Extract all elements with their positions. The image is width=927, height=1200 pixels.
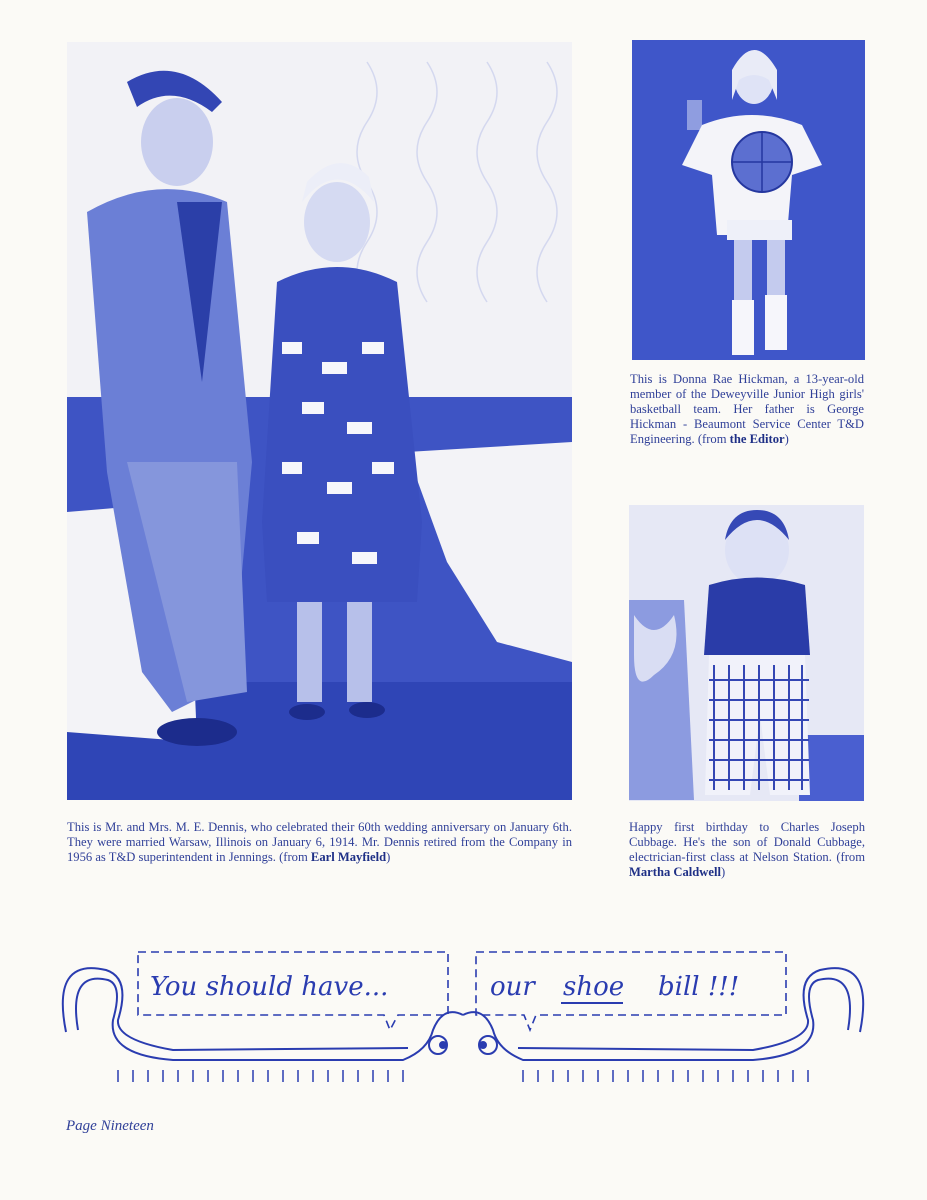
caption-charles-close: ) — [721, 865, 726, 879]
caption-dennis-close: ) — [386, 850, 391, 864]
right-bubble-word-1: our — [490, 972, 535, 1002]
photo-dennis-image — [67, 42, 572, 800]
caption-donna-close: ) — [784, 432, 789, 446]
caption-donna — [630, 372, 864, 447]
caption-charles — [629, 820, 865, 880]
photo-donna-image — [632, 40, 865, 360]
caption-dennis-text: This is Mr. and Mrs. M. E. Dennis, who celebrated their 60th wedding anniversary on January 6th. They were married Warsaw, Illinois on January 6, 1914. Mr. Dennis retired from the Company in 1956 as T&D superintendent in Jennings. (from — [67, 820, 572, 864]
caption-charles-text: Happy first birthday to Charles Joseph Cubbage. He's the son of Donald Cubbage, electrician-first class at Nelson Station. (from — [629, 820, 865, 864]
right-speech-bubble — [476, 952, 786, 1030]
left-speech-bubble — [138, 952, 448, 1030]
caption-dennis-credit: Earl Mayfield — [310, 850, 387, 864]
photo-charles-image — [629, 505, 864, 801]
caption-donna-credit: the Editor — [729, 432, 785, 446]
caption-charles-credit: Martha Caldwell — [629, 865, 721, 879]
caterpillar-cartoon — [58, 940, 868, 1090]
caption-donna-text: This is Donna Rae Hickman, a 13-year-old member of the Deweyville Junior High girls' basketball team. Her father is George Hickman - Beaumont Service Center T&D Engineering. (from — [630, 372, 864, 446]
left-bubble-text: You should have... — [150, 972, 389, 1002]
photo-dennis-couple — [67, 42, 572, 800]
right-bubble-word-3: bill !!! — [658, 972, 740, 1002]
photo-donna-hickman — [632, 40, 865, 360]
photo-charles-cubbage — [629, 505, 864, 801]
caption-dennis — [67, 820, 572, 865]
right-bubble-word-2: shoe — [563, 972, 625, 1002]
page-number-label: Page Nineteen — [66, 1118, 154, 1134]
